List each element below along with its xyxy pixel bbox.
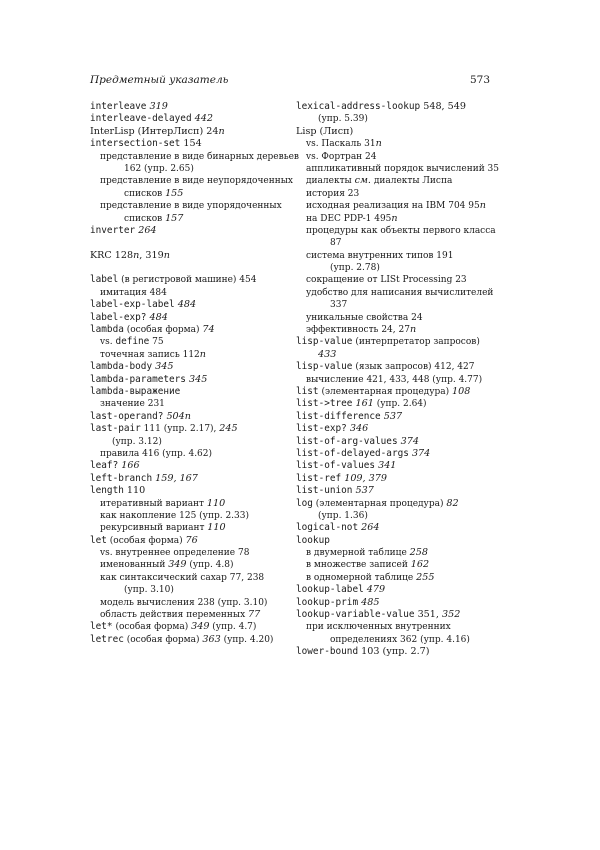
index-entry [296, 609, 506, 621]
index-entry-text: 159, 167 [155, 472, 198, 484]
index-entry-text: 484 [149, 311, 168, 323]
index-column-right [296, 101, 506, 659]
index-subentry [296, 324, 506, 336]
index-entry-text: списков [124, 188, 166, 199]
index-subentry [90, 151, 299, 163]
index-entry-text: 341 [378, 460, 397, 472]
index-entry-text: lower-bound [296, 646, 359, 658]
index-entry-text: vs. Фортран 24 [306, 151, 377, 162]
index-entry-text: lisp-value [296, 336, 353, 348]
index-entry-text: как накопление 125 (упр. 2.33) [100, 510, 249, 521]
index-subentry [296, 287, 506, 299]
index-entry-text: сокращение от LISt Processing 23 [306, 275, 467, 286]
index-entry-text: label-exp? [90, 311, 147, 323]
index-subentry [296, 510, 506, 522]
index-subentry [90, 349, 290, 361]
index-entry-text: n [163, 249, 170, 261]
index-entry [296, 460, 506, 472]
index-entry-text: определениях 362 (упр. 4.16) [330, 634, 470, 645]
index-entry-text: label-exp-label [90, 299, 175, 311]
index-entry-text: , 319 [139, 249, 164, 261]
index-entry-text: interleave-delayed [90, 113, 192, 125]
index-entry-text: (язык запросов) 412, 427 [352, 362, 475, 373]
index-entry [90, 299, 290, 311]
index-subentry [296, 572, 506, 584]
index-entry-text: 537 [383, 410, 403, 422]
index-entry-text: 109, 379 [344, 472, 387, 484]
index-entry-text: 87 [330, 238, 342, 249]
index-entry-text: last-operand? [90, 410, 164, 422]
index-entry-text: list-exp? [296, 423, 347, 435]
index-entry-text: last-pair [90, 423, 141, 435]
index-entry-text: 264 [138, 224, 157, 236]
index-entry-text: точечная запись 112 [100, 349, 200, 360]
index-entry [296, 522, 506, 534]
index-entry-text: log [296, 497, 313, 509]
index-entry-text: 484 [177, 299, 197, 311]
index-subentry [296, 175, 506, 187]
index-entry-text: именованный [100, 560, 169, 571]
index-entry-text: n [133, 249, 140, 261]
index-subentry [296, 213, 506, 225]
index-entry-text: рекурсивный вариант [100, 523, 208, 534]
index-subentry [296, 225, 506, 237]
index-entry-text: 110 [123, 485, 146, 497]
index-entry-text: (элементарная процедура) [312, 498, 447, 509]
index-entry-text: представление в виде упорядоченных [100, 201, 282, 212]
index-entry-text: vs. [100, 337, 116, 348]
index-entry-text: 337 [330, 300, 348, 311]
index-entry-text: (упр. 2.64) [373, 399, 427, 410]
index-entry-text: lookup-prim [296, 596, 359, 608]
index-subentry [296, 559, 506, 571]
index-entry-text: (упр. 5.39) [318, 114, 368, 125]
index-entry-text: списков [124, 213, 166, 224]
index-entry-text: list-difference [296, 410, 381, 422]
index-entry [90, 324, 290, 336]
index-entry-text: при исключенных внутренних [306, 622, 451, 633]
index-entry-text: list-union [296, 485, 353, 497]
index-entry-text: 345 [189, 373, 208, 385]
index-entry-text: 161 [355, 398, 374, 410]
index-entry-text: в множестве записей [306, 560, 411, 571]
index-subentry [296, 250, 506, 262]
index-subentry [90, 584, 290, 596]
index-subentry [296, 274, 506, 286]
index-entry-text: lambda [90, 324, 124, 336]
index-subentry [296, 188, 506, 200]
index-entry-text: система внутренних типов 191 [306, 250, 454, 261]
index-entry-text: 351, [414, 609, 442, 621]
index-entry-text: (особая форма) [112, 622, 192, 633]
index-entry-text: 110 [206, 497, 226, 509]
index-entry [90, 225, 290, 237]
index-entry-text: 74 [202, 324, 215, 336]
index-subentry [296, 299, 506, 311]
index-entry-text: 345 [155, 361, 174, 373]
index-entry-text: вычисление 421, 433, 448 (упр. 4.77) [306, 374, 483, 385]
index-entry-text: (интерпретатор запросов) [352, 337, 480, 348]
index-entry [296, 473, 506, 485]
index-entry-text: list->tree [296, 398, 353, 410]
index-entry-text: n [479, 200, 486, 212]
index-entry-text: 442 [194, 113, 213, 125]
index-entry-text: в двумерной таблице [306, 548, 410, 559]
index-entry-text: 349 [168, 559, 187, 571]
index-subentry [296, 262, 506, 274]
index-entry-text: 110 [207, 522, 226, 534]
index-entry [90, 621, 290, 633]
index-entry [296, 498, 506, 510]
index-subentry [90, 287, 290, 299]
index-entry-text: list-of-arg-values [296, 435, 398, 447]
index-entry-text: 504n [166, 410, 191, 422]
index-entry-text: logical-not [296, 522, 359, 534]
index-entry-text: диалекты [306, 176, 355, 187]
index-entry-text: lambda-parameters [90, 373, 186, 385]
index-entry-text: (упр. 1.36) [318, 510, 368, 521]
index-subentry [90, 398, 290, 410]
index-entry-text: правила 416 (упр. 4.62) [100, 448, 213, 459]
index-entry-text: list [296, 385, 319, 397]
index-entry-text: (упр. 3.12) [112, 436, 162, 447]
index-entry-text: 258 [409, 547, 428, 559]
index-entry-text: модель вычисления 238 (упр. 3.10) [100, 597, 268, 608]
index-entry-text: на DEC PDP-1 495 [306, 213, 392, 224]
index-entry-text: (особая форма) [123, 325, 203, 336]
index-subentry [90, 200, 290, 212]
index-entry-text: эффективность 24, 27 [306, 325, 410, 336]
index-entry [296, 423, 506, 435]
running-head [90, 74, 490, 88]
index-entry-text: 349 [191, 621, 210, 633]
index-subentry [90, 597, 290, 609]
index-entry-text: 111 (упр. 2.17), [140, 424, 220, 435]
index-subentry [90, 522, 290, 534]
index-entry-text: length [90, 485, 124, 497]
index-spacer [90, 262, 290, 274]
index-entry [296, 485, 506, 497]
index-entry [296, 584, 506, 596]
index-entry-text: 352 [442, 609, 461, 621]
index-entry-text: история 23 [306, 188, 360, 199]
index-entry-text: lambda-выражение [90, 385, 181, 397]
index-entry-text: 548, 549 [420, 101, 466, 112]
index-entry-text: 103 (упр. 2.7) [358, 646, 430, 658]
index-subentry [90, 572, 290, 584]
index-entry [90, 361, 290, 373]
index-subentry [296, 113, 506, 125]
index-subentry [90, 336, 290, 348]
index-entry-text: (упр. 3.10) [124, 585, 174, 596]
index-entry-text: (особая форма) [106, 535, 186, 546]
index-entry-text: lexical-address-lookup [296, 101, 421, 112]
index-entry-text: см. [354, 175, 371, 187]
index-entry-text: n [391, 212, 398, 224]
index-subentry [296, 634, 506, 646]
index-entry-text: (упр. 2.78) [330, 263, 380, 274]
index-entry-text: let* [90, 621, 113, 633]
index-subentry [90, 510, 290, 522]
index-subentry [296, 200, 506, 212]
index-entry-text: 157 [165, 212, 184, 224]
index-entry [296, 101, 506, 113]
index-entry [296, 361, 506, 373]
index-entry-text: lookup-variable-value [296, 609, 415, 621]
index-entry-text: в одномерной таблице [306, 572, 417, 583]
index-entry [296, 398, 506, 410]
index-entry [90, 423, 290, 435]
index-entry-text: n [375, 138, 382, 150]
index-entry-text: Lisp (Лисп) [296, 125, 354, 137]
index-entry-text: 319 [149, 101, 168, 112]
index-entry-text: n [409, 324, 417, 336]
index-entry-text: удобство для написания вычислителей [306, 287, 494, 298]
index-entry-text: 255 [416, 571, 435, 583]
index-subentry [90, 436, 290, 448]
index-subentry [296, 374, 506, 386]
index-subentry [296, 163, 506, 175]
index-entry-text: исходная реализация на IBM 704 95 [306, 201, 480, 212]
index-entry-text: n [199, 348, 206, 360]
index-entry [90, 386, 290, 398]
index-entry [90, 250, 290, 262]
index-entry-text: interleave [90, 101, 147, 112]
index-entry-text: уникальные свойства 24 [306, 312, 423, 323]
index-entry-text: KRC 128 [90, 249, 134, 261]
index-entry [296, 336, 506, 348]
index-entry-text: 155 [165, 187, 184, 199]
index-entry-text: 374 [411, 447, 431, 459]
index-subentry [296, 237, 506, 249]
index-entry [90, 101, 290, 113]
index-entry-text: (упр. 4.8) [186, 560, 234, 571]
index-entry [90, 312, 290, 324]
index-entry-text: 76 [185, 534, 198, 546]
index-entry-text: 479 [366, 584, 386, 596]
index-entry [90, 274, 290, 286]
index-entry [90, 138, 290, 150]
index-entry-text: 374 [400, 435, 419, 447]
index-entry [90, 374, 290, 386]
index-entry-text: 75 [149, 337, 164, 348]
index-entry-text: 77 [248, 609, 261, 621]
index-entry [296, 411, 506, 423]
index-entry-text: имитация 484 [100, 287, 167, 298]
index-entry-text: lambda-body [90, 361, 153, 373]
index-entry-text: vs. внутреннее определение 78 [100, 548, 250, 559]
index-entry-text: n [218, 125, 225, 137]
index-entry-text: аппликативный порядок вычислений 35 [306, 163, 500, 174]
index-subentry [90, 163, 290, 175]
index-entry-text: 162 (упр. 2.65) [124, 163, 194, 174]
index-entry-text: list-ref [296, 472, 342, 484]
index-entry-text: (упр. 4.7) [209, 622, 257, 633]
index-entry-text: inverter [90, 224, 136, 236]
index-entry-text: lookup [296, 534, 330, 546]
index-entry-text: 245 [219, 423, 238, 435]
page-number: 573 [469, 74, 490, 86]
index-subentry [296, 151, 506, 163]
index-entry-text: leaf? [90, 460, 119, 472]
index-entry [296, 126, 506, 138]
index-entry-text: представление в виде неупорядоченных [100, 176, 293, 187]
index-entry-text: область действия переменных [100, 610, 249, 621]
index-subentry [90, 213, 290, 225]
index-entry [296, 448, 506, 460]
index-entry-text: 264 [361, 522, 380, 534]
index-entry-text: 433 [318, 348, 337, 360]
index-subentry [90, 559, 290, 571]
index-entry-text: 346 [349, 423, 369, 435]
index-entry [90, 535, 290, 547]
index-entry [90, 473, 290, 485]
index-entry [90, 126, 290, 138]
index-entry-text: значение 231 [100, 399, 165, 410]
index-spacer [90, 237, 290, 249]
index-entry-text: итеративный вариант [100, 498, 207, 509]
index-entry [90, 113, 290, 125]
index-entry-text: list-of-values [296, 460, 376, 472]
index-entry-text: list-of-delayed-args [296, 447, 409, 459]
index-entry-text: 537 [355, 485, 374, 497]
index-entry [90, 485, 290, 497]
index-subentry [90, 498, 290, 510]
index-entry-text: представление в виде бинарных деревьев [100, 151, 299, 162]
running-head-title: Предметный указатель [90, 74, 229, 86]
index-entry [296, 436, 506, 448]
index-entry [296, 386, 506, 398]
index-entry [296, 646, 506, 658]
index-subentry [296, 621, 506, 633]
index-entry-text: 108 [452, 385, 471, 397]
index-column-left [90, 101, 299, 646]
index-subentry [90, 175, 293, 187]
index-entry-text: 166 [121, 460, 140, 472]
index-entry-text: 154 [180, 138, 202, 150]
index-entry-text: (в регистровой машине) 454 [118, 275, 257, 286]
index-entry-text: letrec [90, 633, 124, 645]
index-entry-text: 82 [446, 497, 459, 509]
index-entry-text: label [90, 274, 119, 286]
index-entry-text: 162 [410, 559, 430, 571]
index-entry-text: диалекты Лиспа [370, 176, 453, 187]
index-entry-text: (упр. 4.20) [220, 634, 274, 645]
index-entry [90, 411, 290, 423]
index-entry-text: процедуры как объекты первого класса [306, 225, 496, 236]
index-entry-text: lisp-value [296, 361, 353, 373]
index-entry-text: left-branch [90, 472, 153, 484]
index-entry-text: let [90, 534, 107, 546]
index-subentry [296, 138, 506, 150]
index-subentry [90, 609, 290, 621]
index-subentry [90, 188, 290, 200]
index-entry-text: vs. Паскаль 31 [306, 139, 376, 150]
index-entry-text: 363 [202, 633, 221, 645]
index-entry [90, 634, 290, 646]
index-entry-text: (элементарная процедура) [318, 386, 452, 397]
index-entry-text: intersection-set [90, 138, 181, 150]
index-subentry [296, 547, 506, 559]
index-subentry [296, 312, 506, 324]
index-entry-text: lookup-label [296, 584, 364, 596]
index-entry-text: InterLisp (ИнтерЛисп) 24 [90, 125, 219, 137]
index-entry-text: define [115, 336, 150, 348]
index-entry-text: как синтаксический сахар 77, 238 [100, 572, 265, 583]
index-entry-text: 485 [361, 596, 380, 608]
index-subentry [90, 448, 290, 460]
index-entry [296, 597, 506, 609]
index-subentry [90, 547, 290, 559]
index-subentry [296, 349, 506, 361]
index-entry [296, 535, 506, 547]
index-entry [90, 460, 290, 472]
index-entry-text: (особая форма) [123, 634, 203, 645]
